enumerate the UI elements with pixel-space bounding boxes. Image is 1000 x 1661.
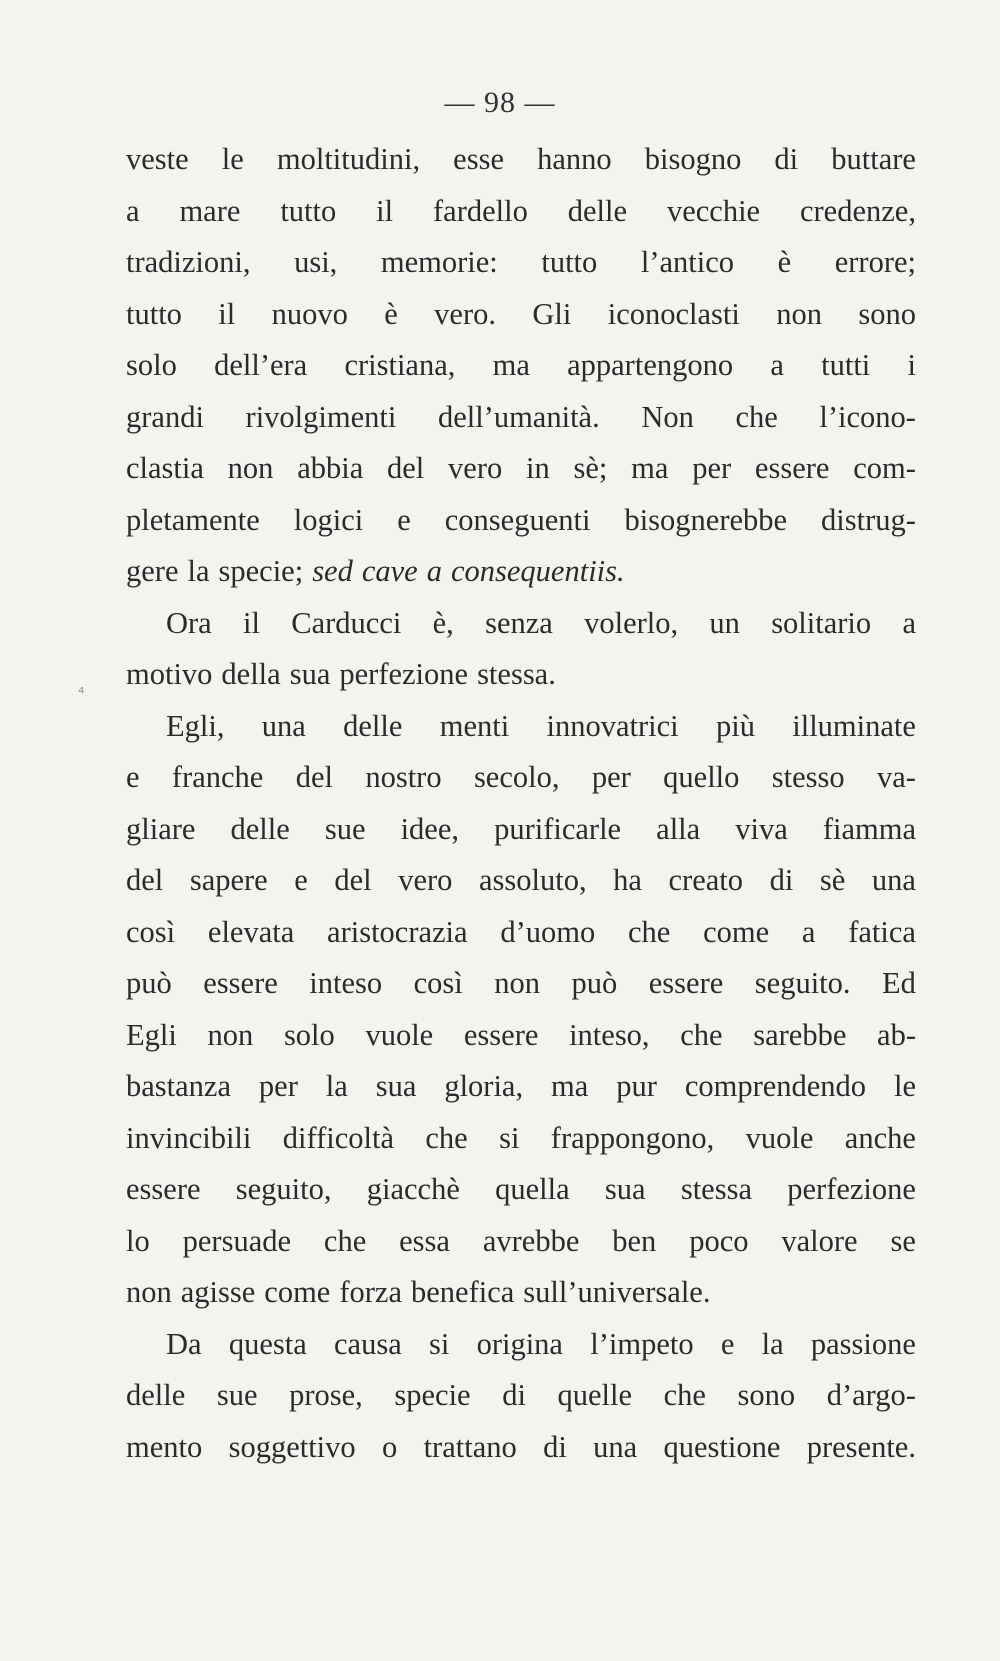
text-line: veste le moltitudini, esse hanno bisogno di buttare [126, 142, 916, 176]
text-line: del sapere e del vero assoluto, ha creato di sè una [126, 863, 916, 897]
text-line: delle sue prose, specie di quelle che sono d’argo- [126, 1378, 916, 1412]
text-line: bastanza per la sua gloria, ma pur comprendendo le [126, 1069, 916, 1103]
text-line: può essere inteso così non può essere seguito. Ed [126, 966, 916, 1000]
ink-smudge-mark: ⁴ [78, 684, 85, 703]
page-number: — 98 — [444, 86, 556, 119]
text-line: motivo della sua perfezione stessa. [126, 657, 556, 691]
text-line: essere seguito, giacchè quella sua stessa perfezione [126, 1172, 916, 1206]
text-line: solo dell’era cristiana, ma appartengono a tutti i [126, 348, 916, 382]
text-line: non agisse come forza benefica sull’universale. [126, 1275, 711, 1309]
text-line: Da questa causa si origina l’impeto e la passione [166, 1326, 916, 1361]
text-line: clastia non abbia del vero in sè; ma per essere com- [126, 451, 916, 485]
text-line: invincibili difficoltà che si frappongono, vuole anche [126, 1120, 916, 1155]
text-line: tutto il nuovo è vero. Gli iconoclasti non sono [126, 296, 916, 331]
text-line: così elevata aristocrazia d’uomo che come a fatica [126, 914, 916, 949]
text-line: gere la specie; sed cave a consequentiis. [126, 554, 625, 588]
text-line: gliare delle sue idee, purificarle alla viva fiamma [126, 811, 916, 846]
text-line: e franche del nostro secolo, per quello stesso va- [126, 760, 916, 794]
text-line: Ora il Carducci è, senza volerlo, un solitario a [166, 605, 916, 640]
text-line: Egli non solo vuole essere inteso, che sarebbe ab- [126, 1017, 916, 1052]
text-line: mento soggettivo o trattano di una questione presente. [126, 1429, 916, 1464]
text-line: pletamente logici e conseguenti bisognerebbe distrug- [126, 502, 916, 537]
text-line: a mare tutto il fardello delle vecchie credenze, [126, 193, 916, 228]
text-line: Egli, una delle menti innovatrici più illuminate [166, 708, 916, 743]
text-line: lo persuade che essa avrebbe ben poco valore se [126, 1223, 916, 1258]
body-text [126, 140, 916, 1479]
text-line: grandi rivolgimenti dell’umanità. Non che l’icono- [126, 399, 916, 434]
text-line: tradizioni, usi, memorie: tutto l’antico è errore; [126, 245, 916, 279]
